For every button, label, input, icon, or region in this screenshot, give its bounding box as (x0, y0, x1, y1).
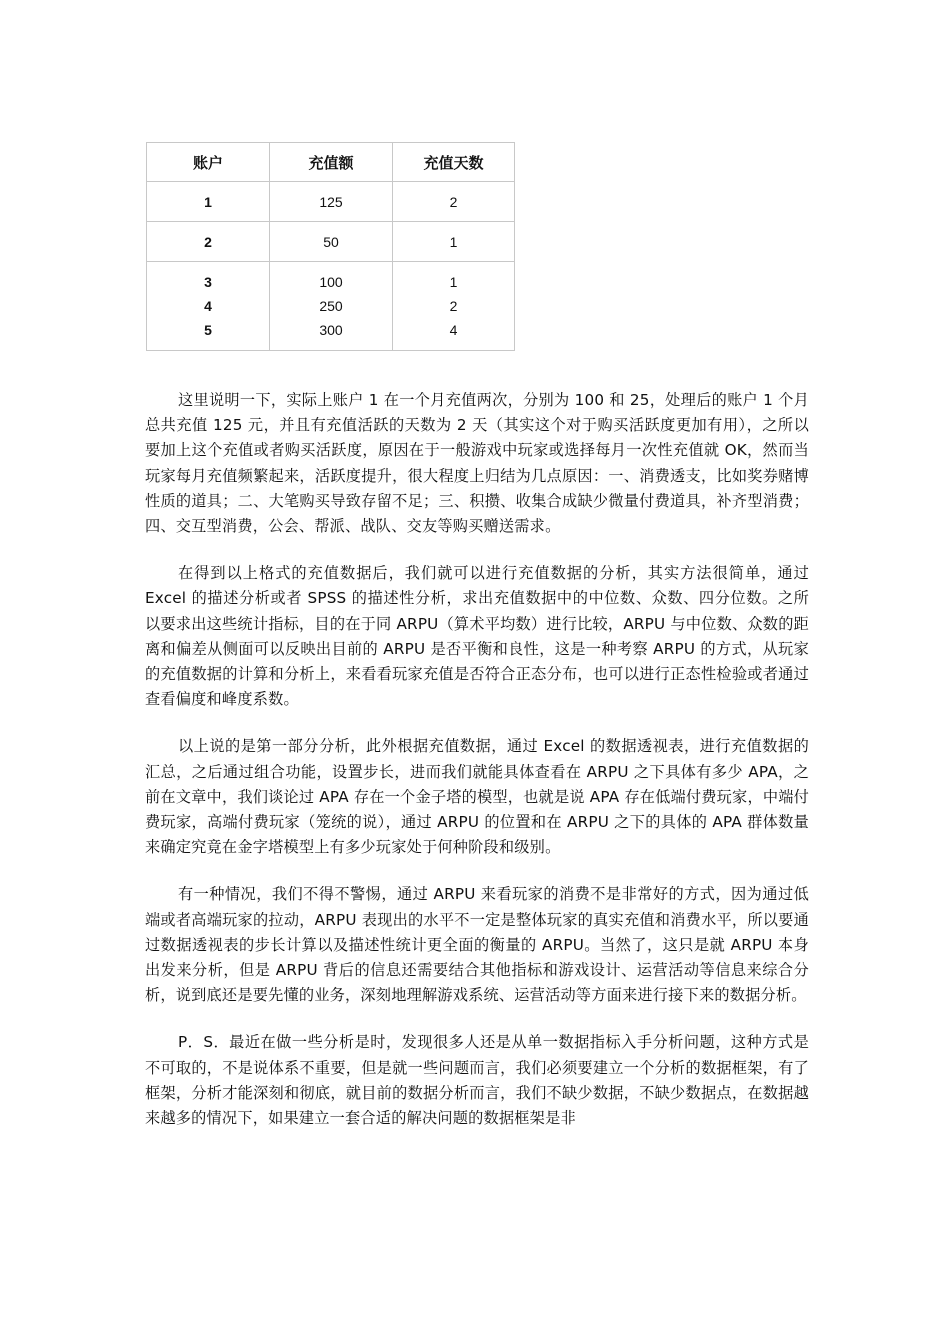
paragraph: 这里说明一下，实际上账户 1 在一个月充值两次，分别为 100 和 25，处理后的账户 1 个月总共充值 125 元，并且有充值活跃的天数为 2 天（其实这个对于购买活跃度更加有用），之所以要加上这个充值或者购买活跃度，原因在于一般游戏中玩家或选择每月一次性充值就 OK，然而当玩家每月充值频繁起来，活跃度提升，很大程度上归结为几点原因：一、消费透支，比如奖券赌博性质的道具；二、大笔购买导致存留不足；三、积攒、收集合成缺少微量付费道具，补齐型消费；四、交互型消费，公会、帮派、战队、交友等购买赠送需求。 (145, 391, 809, 536)
table-row (147, 182, 515, 222)
paragraph: 有一种情况，我们不得不警惕，通过 ARPU 来看玩家的消费不是非常好的方式，因为通过低端或者高端玩家的拉动，ARPU 表现出的水平不一定是整体玩家的真实充值和消费水平，所以要通过数据透视表的步长计算以及描述性统计更全面的衡量的 ARPU。当然了，这只是就 ARPU 本身出发来分析，但是 ARPU 背后的信息还需要结合其他指标和游戏设计、运营活动等信息来综合分析，说到底还是要先懂的业务，深刻地理解游戏系统、运营活动等方面来进行接下来的数据分析。 (145, 885, 809, 1005)
header-days: 充值天数 (393, 143, 515, 182)
cell-days: 2 (393, 182, 515, 222)
cell-days-group (393, 262, 515, 351)
table-row (147, 222, 515, 262)
paragraph: 以上说的是第一部分分析，此外根据充值数据，通过 Excel 的数据透视表，进行充值数据的汇总，之后通过组合功能，设置步长，进而我们就能具体查看在 ARPU 之下具体有多少 APA，之前在文章中，我们谈论过 APA 存在一个金子塔的模型，也就是说 APA 存在低端付费玩家，中端付费玩家，高端付费玩家（笼统的说），通过 ARPU 的位置和在 ARPU 之下的具体的 APA 群体数量来确定究竟在金字塔模型上有多少玩家处于何种阶段和级别。 (145, 737, 809, 857)
cell-days: 1 (393, 222, 515, 262)
cell-amount: 250 (319, 298, 343, 314)
table-header-row (147, 143, 515, 182)
cell-amount: 300 (319, 322, 343, 338)
cell-days: 1 (449, 274, 458, 290)
cell-account: 5 (204, 322, 212, 338)
cell-amount: 125 (270, 182, 393, 222)
cell-account: 2 (147, 222, 270, 262)
cell-days: 2 (449, 298, 458, 314)
table-row-group (147, 262, 515, 351)
cell-account: 1 (147, 182, 270, 222)
body-text (145, 388, 809, 1153)
recharge-table (146, 142, 515, 351)
cell-account-group (147, 262, 270, 351)
paragraph: 在得到以上格式的充值数据后，我们就可以进行充值数据的分析，其实方法很简单，通过 Excel 的描述分析或者 SPSS 的描述性分析，求出充值数据中的中位数、众数、四分位数。之所以要求出这些统计指标，目的在于同 ARPU（算术平均数）进行比较，ARPU 与中位数、众数的距离和偏差从侧面可以反映出目前的 ARPU 是否平衡和良性，这是一种考察 ARPU 的方式，从玩家的充值数据的计算和分析上，来看看玩家充值是否符合正态分布，也可以进行正态性检验或者通过查看偏度和峰度系数。 (145, 564, 809, 709)
cell-account: 4 (204, 298, 212, 314)
cell-amount-group (270, 262, 393, 351)
header-amount: 充值额 (270, 143, 393, 182)
cell-days: 4 (449, 322, 458, 338)
cell-amount: 100 (319, 274, 343, 290)
cell-amount: 50 (270, 222, 393, 262)
paragraph: P．S．最近在做一些分析是时，发现很多人还是从单一数据指标入手分析问题，这种方式是不可取的，不是说体系不重要，但是就一些问题而言，我们必须要建立一个分析的数据框架，有了框架，分析才能深刻和彻底，就目前的数据分析而言，我们不缺少数据，不缺少数据点，在数据越来越多的情况下，如果建立一套合适的解决问题的数据框架是非 (145, 1033, 809, 1128)
cell-account: 3 (204, 274, 212, 290)
header-account: 账户 (147, 143, 270, 182)
